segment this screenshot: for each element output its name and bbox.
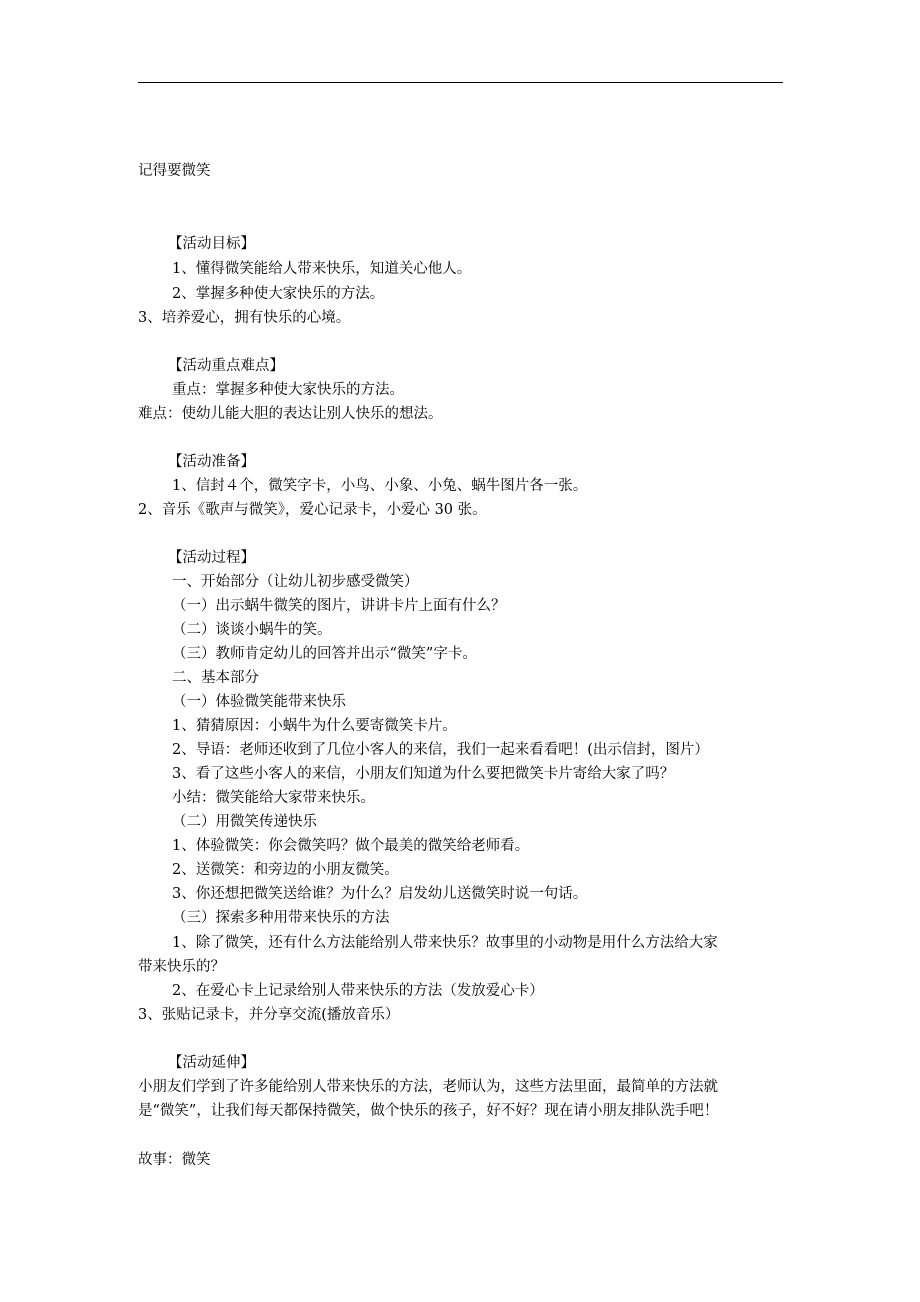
process-item: 带来快乐的？ (138, 959, 225, 975)
process-item: （一）出示蜗牛微笑的图片，讲讲卡片上面有什么？ (172, 598, 506, 614)
key-points-heading: 【活动重点难点】 (168, 358, 284, 374)
process-heading: 【活动过程】 (168, 550, 255, 566)
preparation-heading: 【活动准备】 (168, 454, 255, 470)
key-point-item: 难点：使幼儿能大胆的表达让别人快乐的想法。 (138, 406, 443, 422)
goals-item: 3、培养爱心，拥有快乐的心境。 (138, 310, 351, 326)
process-item: 小结：微笑能给大家带来快乐。 (172, 790, 375, 806)
process-item: （一）体验微笑能带来快乐 (172, 694, 346, 710)
process-item: 2、导语：老师还收到了几位小客人的来信，我们一起来看看吧！(出示信封，图片） (172, 742, 709, 758)
process-item: 一、开始部分（让幼儿初步感受微笑） (172, 574, 419, 590)
key-point-item: 重点：掌握多种使大家快乐的方法。 (172, 382, 404, 398)
process-item: 1、体验微笑：你会微笑吗？做个最美的微笑给老师看。 (172, 838, 530, 854)
goals-item: 1、懂得微笑能给人带来快乐，知道关心他人。 (172, 261, 472, 277)
process-item: 3、看了这些小客人的来信，小朋友们知道为什么要把微笑卡片寄给大家了吗？ (172, 766, 675, 782)
extension-heading: 【活动延伸】 (168, 1055, 255, 1071)
goals-heading: 【活动目标】 (168, 236, 255, 252)
preparation-item: 1、信封４个，微笑字卡，小鸟、小象、小兔、蜗牛图片各一张。 (172, 478, 588, 494)
process-item: （二）用微笑传递快乐 (172, 814, 317, 830)
process-item: 2、在爱心卡上记录给别人带来快乐的方法（发放爱心卡） (172, 983, 544, 999)
header-rule (138, 82, 783, 83)
process-item: 1、猜猜原因：小蜗牛为什么要寄微笑卡片。 (172, 718, 457, 734)
process-item: （三）探索多种用带来快乐的方法 (172, 910, 390, 926)
extension-item: 小朋友们学到了许多能给别人带来快乐的方法，老师认为，这些方法里面，最简单的方法就 (138, 1079, 718, 1095)
process-item: （二）谈谈小蜗牛的笑。 (172, 622, 332, 638)
story-heading: 故事：微笑 (138, 1152, 211, 1168)
process-item: （三）教师肯定幼儿的回答并出示“微笑”字卡。 (172, 646, 477, 662)
process-item: 3、你还想把微笑送给谁？为什么？启发幼儿送微笑时说一句话。 (172, 886, 588, 902)
preparation-item: 2、音乐《歌声与微笑》，爱心记录卡，小爱心 30 张。 (138, 502, 487, 518)
process-item: 1、除了微笑，还有什么方法能给别人带来快乐？故事里的小动物是用什么方法给大家 (172, 935, 718, 951)
extension-item: 是“微笑”，让我们每天都保持微笑，做个快乐的孩子，好不好？现在请小朋友排队洗手吧！ (138, 1103, 719, 1119)
process-item: 二、基本部分 (172, 670, 259, 686)
process-item: 3、张贴记录卡，并分享交流(播放音乐） (138, 1007, 400, 1023)
document-title: 记得要微笑 (138, 163, 211, 179)
process-item: 2、送微笑：和旁边的小朋友微笑。 (172, 862, 399, 878)
goals-item: 2、掌握多种使大家快乐的方法。 (172, 286, 385, 302)
